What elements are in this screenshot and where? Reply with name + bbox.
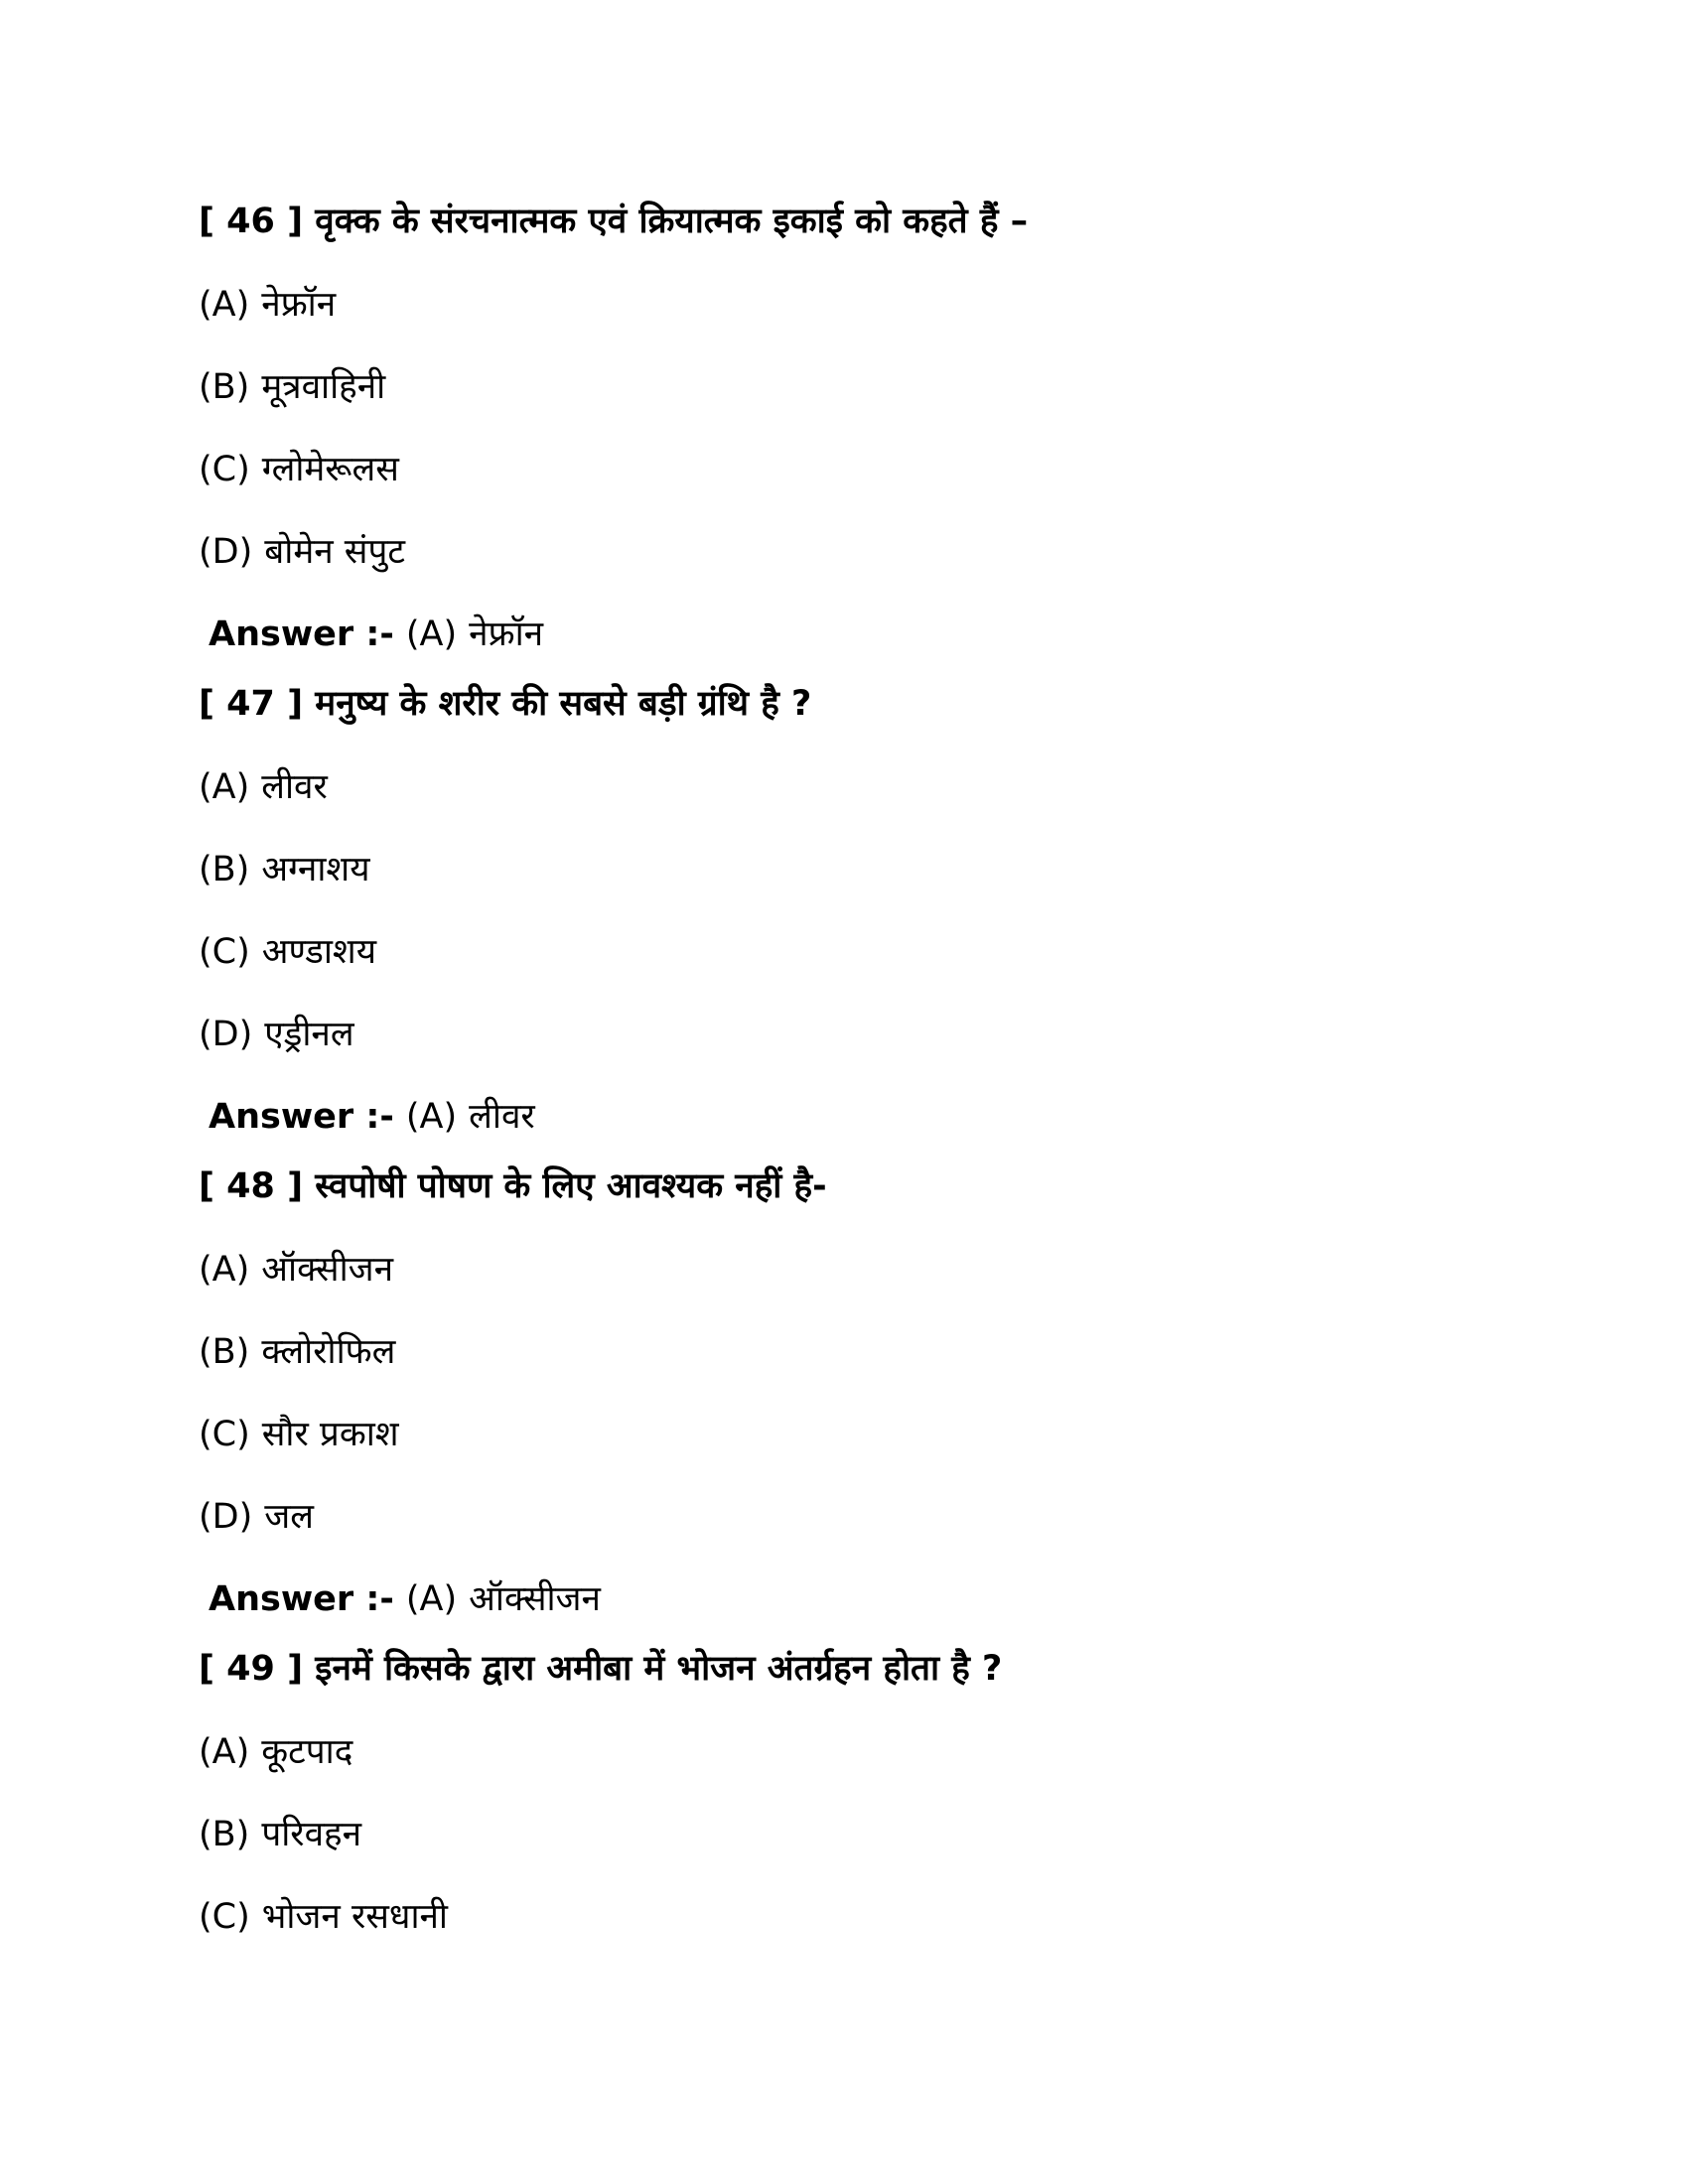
option-c (199, 1407, 1688, 1462)
option-text: परिवहन (261, 1815, 362, 1854)
option-text: जल (264, 1497, 314, 1537)
option-text: ग्लोमेरूलस (261, 450, 399, 489)
question-48 (199, 1159, 1688, 1214)
answer-key: (A) (405, 1097, 458, 1137)
option-text: नेफ्रॉन (261, 285, 337, 325)
option-key: (A) (199, 1250, 250, 1290)
answer-text: ऑक्सीजन (469, 1579, 601, 1619)
option-b (199, 359, 1688, 415)
option-text: लीवर (261, 767, 328, 807)
answer-key: (A) (405, 614, 458, 654)
option-key: (D) (199, 1015, 253, 1054)
option-key: (B) (199, 1815, 250, 1854)
option-text: अग्नाशय (261, 850, 370, 889)
question-47 (199, 676, 1688, 732)
option-key: (C) (199, 1897, 250, 1937)
answer-text: लीवर (469, 1097, 535, 1137)
option-key: (B) (199, 367, 250, 407)
answer-46 (209, 607, 1688, 662)
answer-label: Answer :- (209, 1097, 394, 1137)
answer-label: Answer :- (209, 1579, 394, 1619)
option-d (199, 1489, 1688, 1545)
option-b (199, 1807, 1688, 1862)
option-text: भोजन रसधानी (261, 1897, 448, 1937)
option-text: मूत्रवाहिनी (261, 367, 386, 407)
option-c (199, 924, 1688, 980)
option-c (199, 1889, 1688, 1945)
option-text: बोमेन संपुट (264, 532, 405, 572)
question-block-49 (199, 1641, 1688, 1945)
answer-label: Answer :- (209, 614, 394, 654)
question-49 (199, 1641, 1688, 1697)
question-text: स्वपोषी पोषण के लिए आवश्यक नहीं है- (315, 1166, 827, 1206)
option-key: (D) (199, 1497, 253, 1537)
question-text: इनमें किसके द्वारा अमीबा में भोजन अंतर्ग्रहन होता है ? (315, 1649, 1003, 1689)
answer-text: नेफ्रॉन (469, 614, 544, 654)
option-text: अण्डाशय (261, 932, 377, 972)
option-key: (B) (199, 1332, 250, 1372)
option-b (199, 842, 1688, 897)
option-a (199, 1242, 1688, 1297)
question-number: [ 49 ] (199, 1649, 304, 1689)
option-a (199, 759, 1688, 815)
question-text: मनुष्य के शरीर की सबसे बड़ी ग्रंथि है ? (315, 684, 812, 724)
option-b (199, 1324, 1688, 1380)
answer-48 (209, 1571, 1688, 1627)
answer-key: (A) (405, 1579, 458, 1619)
option-key: (B) (199, 850, 250, 889)
option-d (199, 524, 1688, 580)
option-text: कूटपाद (261, 1732, 353, 1772)
option-key: (A) (199, 285, 250, 325)
option-a (199, 277, 1688, 333)
option-text: ऑक्सीजन (261, 1250, 394, 1290)
question-block-48 (199, 1159, 1688, 1627)
option-c (199, 442, 1688, 497)
answer-47 (209, 1089, 1688, 1145)
question-block-46 (199, 194, 1688, 662)
question-block-47 (199, 676, 1688, 1145)
question-text: वृक्क के संरचनात्मक एवं क्रियात्मक इकाई को कहते हैं – (315, 202, 1029, 241)
option-key: (C) (199, 1415, 250, 1454)
option-key: (C) (199, 450, 250, 489)
option-text: सौर प्रकाश (261, 1415, 399, 1454)
option-a (199, 1724, 1688, 1780)
question-number: [ 48 ] (199, 1166, 304, 1206)
option-key: (C) (199, 932, 250, 972)
option-text: एड्रीनल (264, 1015, 354, 1054)
option-key: (A) (199, 767, 250, 807)
option-key: (A) (199, 1732, 250, 1772)
option-d (199, 1007, 1688, 1062)
question-number: [ 47 ] (199, 684, 304, 724)
question-number: [ 46 ] (199, 202, 304, 241)
option-text: क्लोरोफिल (261, 1332, 396, 1372)
question-46 (199, 194, 1688, 249)
option-key: (D) (199, 532, 253, 572)
